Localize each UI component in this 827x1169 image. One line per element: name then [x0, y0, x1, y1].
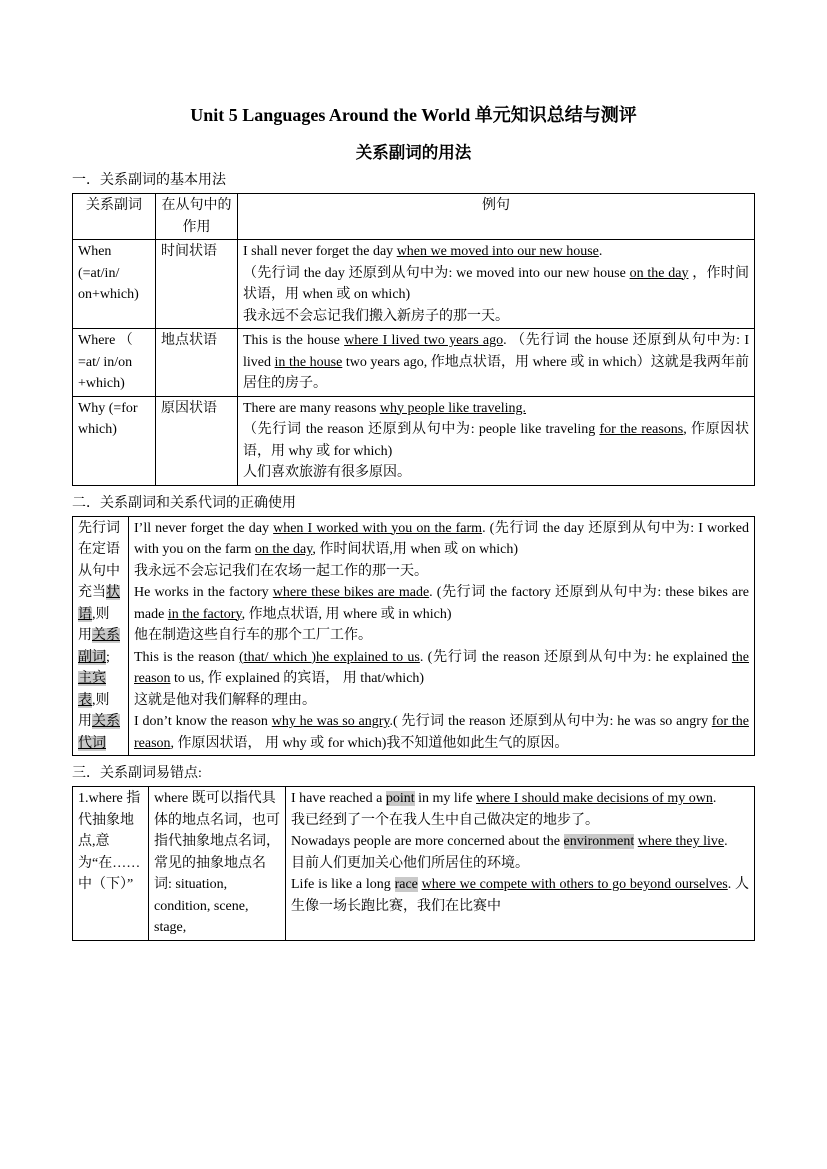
column-header-adverb: 关系副词 [73, 194, 156, 240]
role-cell-where: 地点状语 [156, 329, 238, 397]
underlined-text: where these bikes are made [272, 585, 430, 600]
underlined-text: where they live [637, 834, 725, 849]
text-segment: . 人生像一场长跑比赛，我们在比赛中 [291, 877, 750, 914]
underlined-text: (that/ which )he explained to us [239, 649, 420, 665]
text-segment: （先行词 the day 还原到从句中为: we moved into our new house [243, 265, 630, 281]
table-header-row [73, 194, 755, 240]
table-row-why [73, 396, 755, 485]
text-segment: This is the house [243, 333, 345, 348]
highlighted-text: 主宾表 [78, 671, 106, 708]
error-prone-points-table [72, 786, 755, 941]
text-segment: 这就是他对我们解释的理由。 [134, 692, 316, 708]
paragraph [78, 518, 123, 755]
role-cell-why: 原因状语 [156, 396, 238, 485]
section1-heading: 一．关系副词的基本用法 [72, 173, 226, 188]
table-row [73, 516, 755, 756]
underlined-text: for the reasons [599, 422, 684, 437]
text-segment: , 作时间状语,用 when 或 on which) [312, 542, 519, 557]
paragraph [243, 241, 749, 263]
underlined-text: in the house [274, 354, 343, 370]
table-row-where [73, 329, 755, 397]
text-segment: I have reached a [291, 791, 386, 806]
section3-heading: 三．关系副词易错点: [72, 766, 202, 781]
adverb-cell-when: When (=at/in/ on+which) [73, 240, 156, 329]
text-segment: ,则用 [78, 692, 110, 729]
text-segment: I shall never forget the day [243, 244, 397, 259]
adverb-vs-pronoun-table [72, 516, 755, 757]
note-cell: where 既可以指代具体的地点名词，也可指代抽象地点名词，常见的抽象地点名词: situation, condition, scene, stage, [149, 787, 286, 941]
text-segment: This is the reason [134, 649, 240, 665]
underlined-text: why people like traveling. [379, 400, 527, 416]
paragraph [291, 810, 749, 832]
highlighted-text: race [394, 877, 418, 892]
paragraph [134, 582, 749, 625]
paragraph [291, 874, 749, 917]
paragraph [243, 419, 749, 462]
examples-cell [129, 516, 755, 756]
underlined-text: in the factory [167, 606, 242, 622]
example-cell-where [238, 329, 755, 397]
examples-cell [286, 787, 755, 941]
text-segment: ,则用 [78, 606, 110, 643]
text-segment: 我永远不会忘记我们搬入新房子的那一天。 [243, 308, 509, 324]
text-segment: . [712, 791, 717, 806]
text-segment: . [598, 244, 603, 259]
underlined-text: the reason [134, 649, 749, 686]
text-segment: 我已经到了一个在我人生中自己做决定的地步了。 [291, 812, 599, 828]
paragraph [291, 853, 749, 875]
rule-cell [73, 516, 129, 756]
text-segment: , 作地点状语, 用 where 或 in which) [241, 606, 452, 622]
text-segment: .( 先行词 the reason 还原到从句中为: he was so angry [389, 714, 712, 729]
text-segment: ; [106, 649, 110, 665]
table-row-where-abstract [73, 787, 755, 941]
document-subtitle: 关系副词的用法 [355, 143, 472, 162]
document-title: Unit 5 Languages Around the World 单元知识总结与测评 [190, 105, 637, 125]
paragraph [134, 518, 749, 561]
paragraph [134, 690, 749, 712]
paragraph [243, 330, 749, 395]
text-segment: 人们喜欢旅游有很多原因。 [243, 465, 411, 480]
text-segment: 目前人们更加关心他们所居住的环境。 [291, 855, 529, 871]
text-segment: There are many reasons [243, 400, 380, 416]
text-segment: Nowadays people are more concerned about the [291, 834, 564, 849]
highlighted-text: 关系代词 [78, 714, 120, 751]
highlighted-text: 关系副词 [78, 628, 120, 665]
text-segment: . (先行词 the factory 还原到从句中为: these bikes are made [134, 585, 749, 622]
text-segment: , 作原因状语，用 why 或 for which) [243, 422, 749, 459]
underlined-text: when we moved into our new house [396, 244, 599, 259]
underlined-text: on the day [629, 265, 689, 281]
paragraph [291, 788, 749, 810]
text-segment: I’ll never forget the day [134, 520, 274, 536]
example-cell-why [238, 396, 755, 485]
text-segment: two years ago, 作地点状语，用 where 或 in which）这就是我两年前居住的房子。 [243, 354, 750, 391]
text-segment: ，作时间状语，用 when 或 on which) [243, 265, 750, 302]
underlined-text: where I should make decisions of my own [476, 791, 713, 806]
example-cell-when [238, 240, 755, 329]
text-segment: in my life [414, 791, 477, 806]
underlined-text: why he was so angry [271, 714, 390, 729]
paragraph [291, 831, 749, 853]
underlined-text: where we compete with others to go beyond ourselves [421, 877, 728, 892]
text-segment: . [724, 834, 728, 849]
text-segment: to us, 作 explained 的宾语， 用 that/which) [170, 671, 425, 686]
role-cell-when: 时间状语 [156, 240, 238, 329]
text-segment: . （先行词 the house 还原到从句中为: I lived [243, 333, 749, 370]
document-page [72, 0, 755, 941]
underlined-text: where I lived two years ago [344, 333, 504, 348]
section2-heading: 二．关系副词和关系代词的正确使用 [72, 495, 296, 511]
paragraph [134, 647, 749, 690]
text-segment: 他在制造这些自行车的那个工厂工作。 [134, 628, 372, 643]
adverb-cell-why: Why (=for which) [73, 396, 156, 485]
text-segment: . (先行词 the reason 还原到从句中为: he explained [419, 649, 732, 665]
highlighted-text: 状语 [78, 585, 120, 622]
highlighted-text: environment [563, 834, 635, 849]
adverb-cell-where: Where （ =at/ in/on +which) [73, 329, 156, 397]
paragraph [243, 398, 749, 420]
point-cell: 1.where 指代抽象地点,意为“在……中（下）” [73, 787, 149, 941]
paragraph [134, 711, 749, 754]
text-segment: , 作原因状语， 用 why 或 for which)我不知道他如此生气的原因。 [170, 735, 569, 751]
column-header-role: 在从句中的作用 [156, 194, 238, 240]
underlined-text: on the day [254, 542, 313, 557]
text-segment: He works in the factory [134, 585, 273, 600]
paragraph [243, 306, 749, 328]
text-segment: I don’t know the reason [134, 714, 272, 729]
highlighted-text: point [385, 791, 415, 806]
text-segment: . (先行词 the day 还原到从句中为: I worked with you on the farm [134, 520, 749, 557]
basic-usage-table [72, 193, 755, 486]
text-segment: Life is like a long [291, 877, 395, 892]
paragraph [134, 625, 749, 647]
text-segment: （先行词 the reason 还原到从句中为: people like traveling [243, 422, 600, 437]
table-row-when [73, 240, 755, 329]
paragraph [243, 462, 749, 484]
underlined-text: for the reason [134, 714, 749, 751]
paragraph [134, 561, 749, 583]
column-header-example: 例句 [238, 194, 755, 240]
text-segment: 先行词在定语从句中充当 [78, 520, 120, 600]
underlined-text: when I worked with you on the farm [273, 520, 483, 536]
paragraph [243, 263, 749, 306]
text-segment: 我永远不会忘记我们在农场一起工作的那一天。 [134, 563, 428, 579]
